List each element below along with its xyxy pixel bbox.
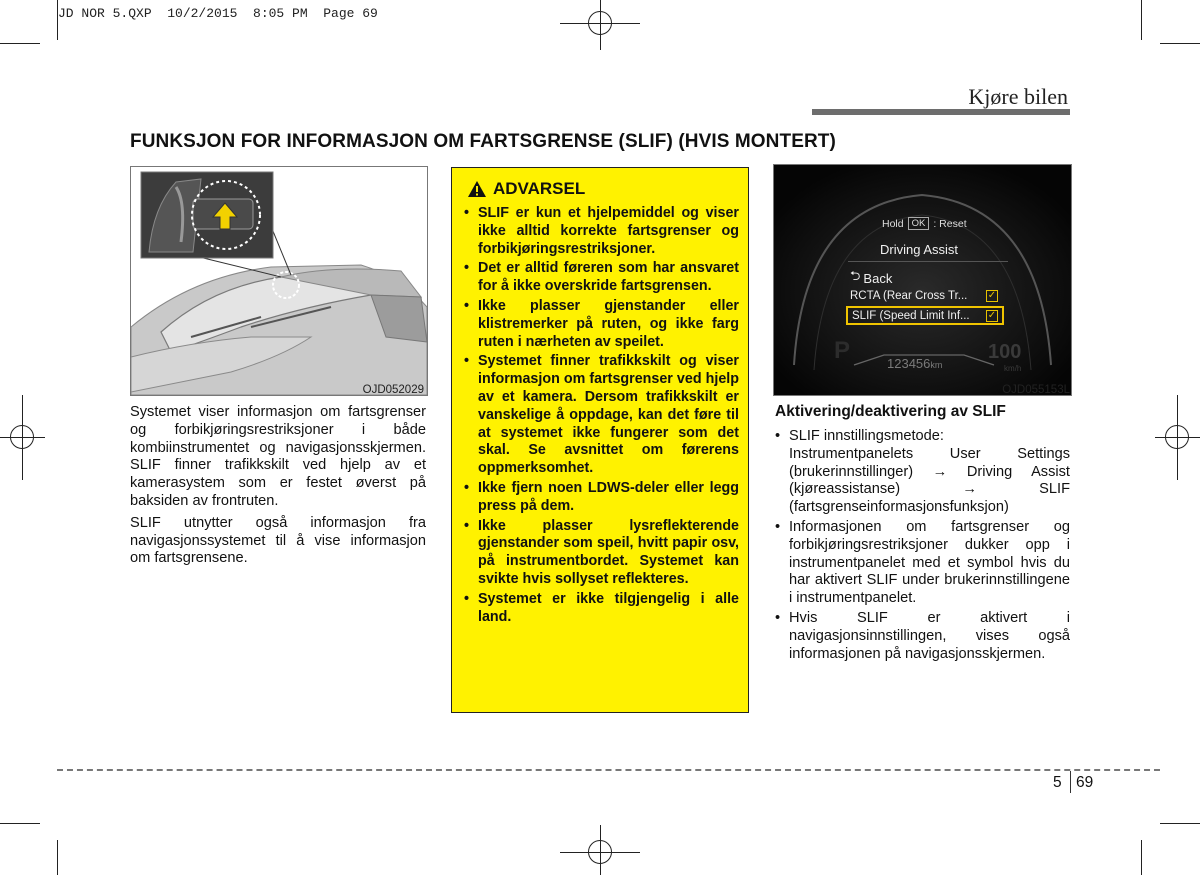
warning-title: ADVARSEL (493, 179, 586, 198)
paragraph: SLIF utnytter også informasjon fra navigasjonssystemet til å vise informasjon om fartsgrensene. (130, 514, 426, 567)
list-item-body: Instrumentpanelets User Settings (brukerinnstillinger) → Driving Assist (kjøreassistanse) → SLIF (fartsgrenseinformasjonsfunksjon) (789, 445, 1070, 516)
hold-reset-row (882, 217, 967, 230)
warning-item: • Det er alltid føreren som har ansvaret for å ikke overskride fartsgrensen. (462, 260, 739, 296)
crop-mark (1160, 43, 1200, 44)
crop-mark (1141, 840, 1142, 875)
reset-label: : Reset (933, 217, 967, 230)
warning-list (462, 205, 739, 628)
list-item (772, 519, 1070, 608)
ok-key: OK (908, 217, 930, 230)
menu-divider (848, 261, 1008, 262)
list-item-body: • Hvis SLIF er aktivert i navigasjonsinnstillingen, vises også informasjonen på navigasjonsskjermen. (789, 609, 1070, 662)
crop-mark (0, 43, 40, 44)
right-bullet-list (772, 428, 1070, 665)
hold-label: Hold (882, 217, 904, 230)
warning-item: • Systemet er ikke tilgjengelig i alle land. (462, 591, 739, 627)
page-number: 69 (1076, 774, 1094, 791)
warning-triangle-icon (467, 180, 487, 198)
menu-back (850, 267, 892, 289)
list-item (772, 610, 1070, 663)
section-name: Kjøre bilen (968, 84, 1068, 109)
crop-mark (57, 840, 58, 875)
header-rule (812, 109, 1070, 115)
list-item-lead: • SLIF innstillingsmetode: (789, 428, 944, 444)
print-slug: JD NOR 5.QXP 10/2/2015 8:05 PM Page 69 (58, 6, 378, 21)
warning-item: • SLIF er kun et hjelpemiddel og viser ikke alltid korrekte fartsgrenser og forbikjøringsrestriksjoner. (462, 205, 739, 258)
speed-unit: km/h (1004, 364, 1022, 373)
figure-code-right: OJD055153L (1002, 384, 1070, 396)
odometer (887, 356, 942, 371)
left-body-text (130, 404, 426, 572)
back-label: Back (863, 270, 893, 286)
checkbox-checked-icon: ✓ (987, 309, 997, 321)
warning-item: • Ikke plasser lysreflekterende gjenstander som speil, hvitt papir osv, på instrumentbordet. Systemet kan svikte hvis sollyset reflekteres. (462, 518, 739, 589)
crop-mark (1160, 823, 1200, 824)
paragraph: Systemet viser informasjon om fartsgrenser og forbikjøringsrestriksjoner i både kombiinstrumentet og navigasjonsskjermen. SLIF finner trafikkskilt ved hjelp av et kamerasystem som er festet øverst på baksiden av frontruten. (130, 404, 426, 509)
figure-cluster-screen (773, 164, 1072, 396)
car-illustration (131, 167, 427, 395)
page-title: FUNKSJON FOR INFORMASJON OM FARTSGRENSE (SLIF) (HVIS MONTERT) (130, 131, 836, 152)
odometer-unit: km (930, 360, 943, 370)
crop-mark (0, 823, 40, 824)
warning-item: • Ikke plasser gjenstander eller klistremerker på ruten, og ikke farg ruten i nærheten av speilet. (462, 298, 739, 351)
warning-box (451, 167, 749, 713)
figure-car-windshield (130, 166, 428, 396)
footer-divider (57, 769, 1160, 771)
page-number-separator (1070, 771, 1071, 793)
speed-value: 100 (988, 341, 1022, 363)
menu-title: Driving Assist (880, 242, 959, 257)
gear-indicator: P (834, 337, 851, 364)
figure-code-left: OJD052029 (362, 384, 424, 396)
menu-option-slif (846, 306, 1004, 325)
section-subheading: Aktivering/deaktivering av SLIF (775, 403, 1006, 420)
option-label: SLIF (Speed Limit Inf... (852, 309, 970, 322)
warning-item: • Ikke fjern noen LDWS-deler eller legg press på dem. (462, 480, 739, 516)
warning-heading (467, 179, 585, 199)
chapter-number: 5 (1053, 774, 1062, 791)
warning-item: • Systemet finner trafikkskilt og viser informasjon om fartsgrenser ved hjelp av et kamera. Dersom trafikkskilt er vanskelige å oppdage, kan det føre til at systemet ikke fungerer som det skal. Se avsnittet om førerens oppmerksomhet. (462, 353, 739, 478)
menu-option-rcta (846, 287, 1002, 305)
list-item-body: • Informasjonen om fartsgrenser og forbikjøringsrestriksjoner dukker opp i instrumentpanelet med et symbol hvis du har aktivert SLIF under brukerinnstillingene i instrumentpanelet. (789, 518, 1070, 607)
option-label: RCTA (Rear Cross Tr... (850, 290, 968, 302)
back-arrow-icon: ⮌ (850, 268, 861, 283)
crop-mark (1141, 0, 1142, 40)
list-item (772, 428, 1070, 517)
checkbox-checked-icon: ✓ (987, 290, 997, 301)
odometer-value: 123456 (887, 356, 931, 371)
speed-readout (988, 341, 1021, 373)
